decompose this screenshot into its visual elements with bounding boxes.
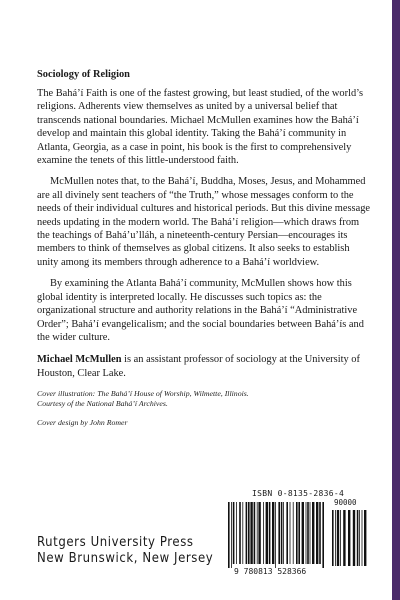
spine-bar <box>392 0 400 600</box>
illustration-credit-line2: Courtesy of the National Bahá’í Archives. <box>37 399 168 409</box>
publisher-location: New Brunswick, New Jersey <box>37 551 214 566</box>
barcode-icon <box>208 500 372 570</box>
isbn-barcode <box>208 489 372 578</box>
ean-digits: 9 780813 528366 <box>234 567 307 576</box>
description-paragraph-3: By examining the Atlanta Bahá’í community, McMullen shows how this global identity is interpreted locally. He discusses such topics as: the organizational structure and authority relations in the Bahá’í “Administrative Order”; Bahá’í evangelicalism; and the social boundaries between Bahá’ís and the wider culture. <box>37 278 364 343</box>
description-paragraph-2: McMullen notes that, to the Bahá’í, Buddha, Moses, Jesus, and Mohammed are all divinely sent teachers of “the Truth,” whose messages conform to the needs of their individual cultures and historical periods. But this divine message needs updating in the modern world. The Bahá’í religion—which draws from the teachings of Bahá’u’lláh, a nineteenth-century Persian—encourages its members to think of themselves as global citizens. It also seeks to establish unity among its members through adherence to a Bahá’í worldview. <box>37 176 371 268</box>
illustration-credit <box>37 389 371 409</box>
design-credit: Cover design by John Romer <box>37 418 128 428</box>
back-cover-text <box>37 68 371 428</box>
isbn-label: ISBN 0-8135-2836-4 <box>252 489 345 498</box>
illustration-credit-line1: Cover illustration: The Bahá’í House of Worship, Wilmette, Illinois. <box>37 389 249 399</box>
category-heading: Sociology of Religion <box>37 69 130 80</box>
author-bio-text: is an assistant professor of sociology at the University of Houston, Clear Lake. <box>37 354 360 379</box>
description-paragraph-1: The Bahá’í Faith is one of the fastest growing, but least studied, of the world’s religions. Adherents view themselves as united by a universal belief that transcends national boundaries. Michael McMullen examines how the Bahá’í develop and maintain this global identity. Taking the Bahá’í community in Atlanta, Georgia, as a case in point, his book is the first to comprehensively examine the tenets of this little-understood faith. <box>37 88 364 167</box>
author-bio <box>37 353 371 380</box>
publisher-name: Rutgers University Press <box>37 535 194 550</box>
author-name: Michael McMullen <box>37 354 122 366</box>
publisher-imprint <box>37 535 213 567</box>
addon-digits: 90000 <box>334 498 357 507</box>
